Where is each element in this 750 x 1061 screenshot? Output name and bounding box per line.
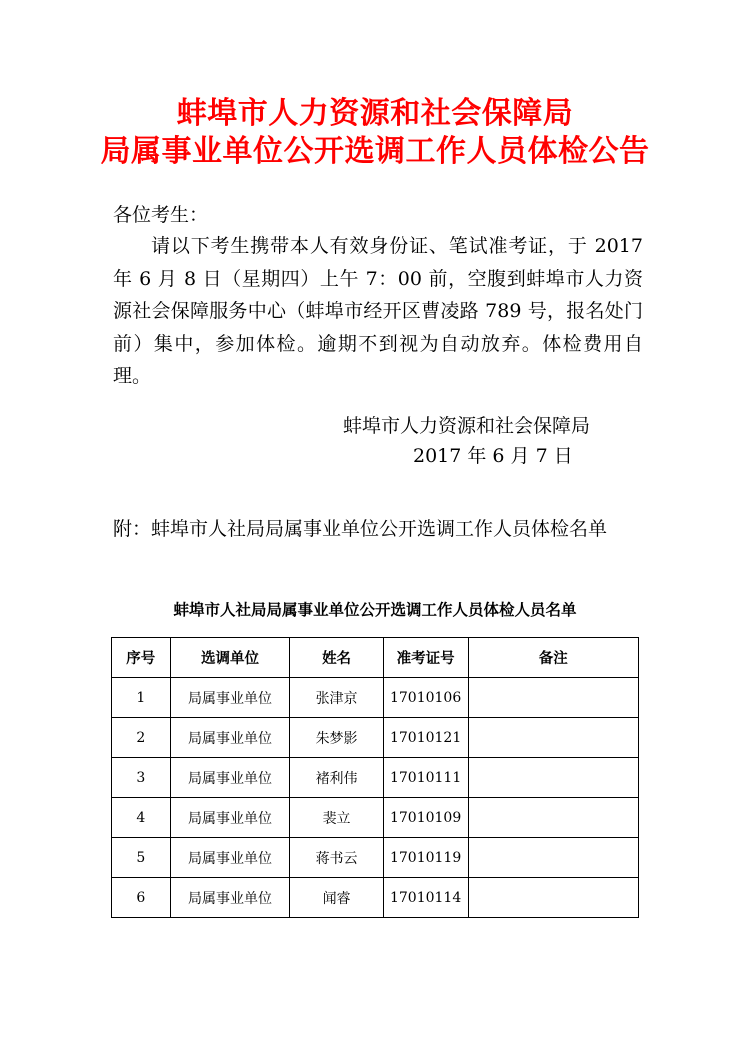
cell-unit: 局属事业单位: [170, 798, 290, 838]
title-line-2: 局属事业单位公开选调工作人员体检公告: [100, 134, 650, 169]
cell-ticket: 17010121: [383, 718, 468, 758]
cell-name: 裴立: [290, 798, 383, 838]
cell-ticket: 17010119: [383, 838, 468, 878]
cell-index: 3: [112, 758, 171, 798]
cell-unit: 局属事业单位: [170, 718, 290, 758]
cell-unit: 局属事业单位: [170, 838, 290, 878]
cell-ticket: 17010114: [383, 878, 468, 918]
header-cell-index: 序号: [112, 638, 171, 678]
table-row: [112, 878, 639, 918]
table-row: [112, 718, 639, 758]
cell-unit: 局属事业单位: [170, 758, 290, 798]
header-cell-unit: 选调单位: [170, 638, 290, 678]
cell-ticket: 17010106: [383, 678, 468, 718]
cell-remark: [468, 838, 638, 878]
cell-ticket: 17010109: [383, 798, 468, 838]
cell-name: 闻睿: [290, 878, 383, 918]
cell-remark: [468, 678, 638, 718]
title-line-1: 蚌埠市人力资源和社会保障局: [176, 96, 574, 131]
cell-index: 5: [112, 838, 171, 878]
cell-ticket: 17010111: [383, 758, 468, 798]
cell-unit: 局属事业单位: [170, 878, 290, 918]
cell-name: 朱梦影: [290, 718, 383, 758]
signature-date: 2017 年 6 月 7 日: [413, 445, 573, 467]
notice-paragraph: 请以下考生携带本人有效身份证、笔试准考证，于 2017 年 6 月 8 日（星期四）上午 7：00 前，空腹到蚌埠市人力资源社会保障服务中心（蚌埠市经开区曹凌路 789 号，报名处门前）集中，参加体检。逾期不到视为自动放弃。体检费用自理。: [113, 235, 643, 387]
cell-index: 1: [112, 678, 171, 718]
signature-organization: 蚌埠市人力资源和社会保障局: [343, 415, 591, 437]
cell-unit: 局属事业单位: [170, 678, 290, 718]
table-row: [112, 798, 639, 838]
table-row: [112, 838, 639, 878]
cell-remark: [468, 758, 638, 798]
cell-name: 张津京: [290, 678, 383, 718]
header-cell-ticket: 准考证号: [383, 638, 468, 678]
cell-remark: [468, 798, 638, 838]
cell-index: 4: [112, 798, 171, 838]
header-cell-name: 姓名: [290, 638, 383, 678]
greeting: 各位考生：: [113, 204, 209, 226]
table-header-row: [112, 638, 639, 678]
exam-roster-table: [111, 637, 639, 918]
cell-name: 蒋书云: [290, 838, 383, 878]
table-row: [112, 758, 639, 798]
cell-remark: [468, 878, 638, 918]
cell-index: 2: [112, 718, 171, 758]
attachment-note: 附：蚌埠市人社局局属事业单位公开选调工作人员体检名单: [113, 518, 608, 540]
header-cell-remark: 备注: [468, 638, 638, 678]
cell-name: 褚利伟: [290, 758, 383, 798]
table-title: 蚌埠市人社局局属事业单位公开选调工作人员体检人员名单: [173, 601, 577, 619]
cell-remark: [468, 718, 638, 758]
cell-index: 6: [112, 878, 171, 918]
table-row: [112, 678, 639, 718]
